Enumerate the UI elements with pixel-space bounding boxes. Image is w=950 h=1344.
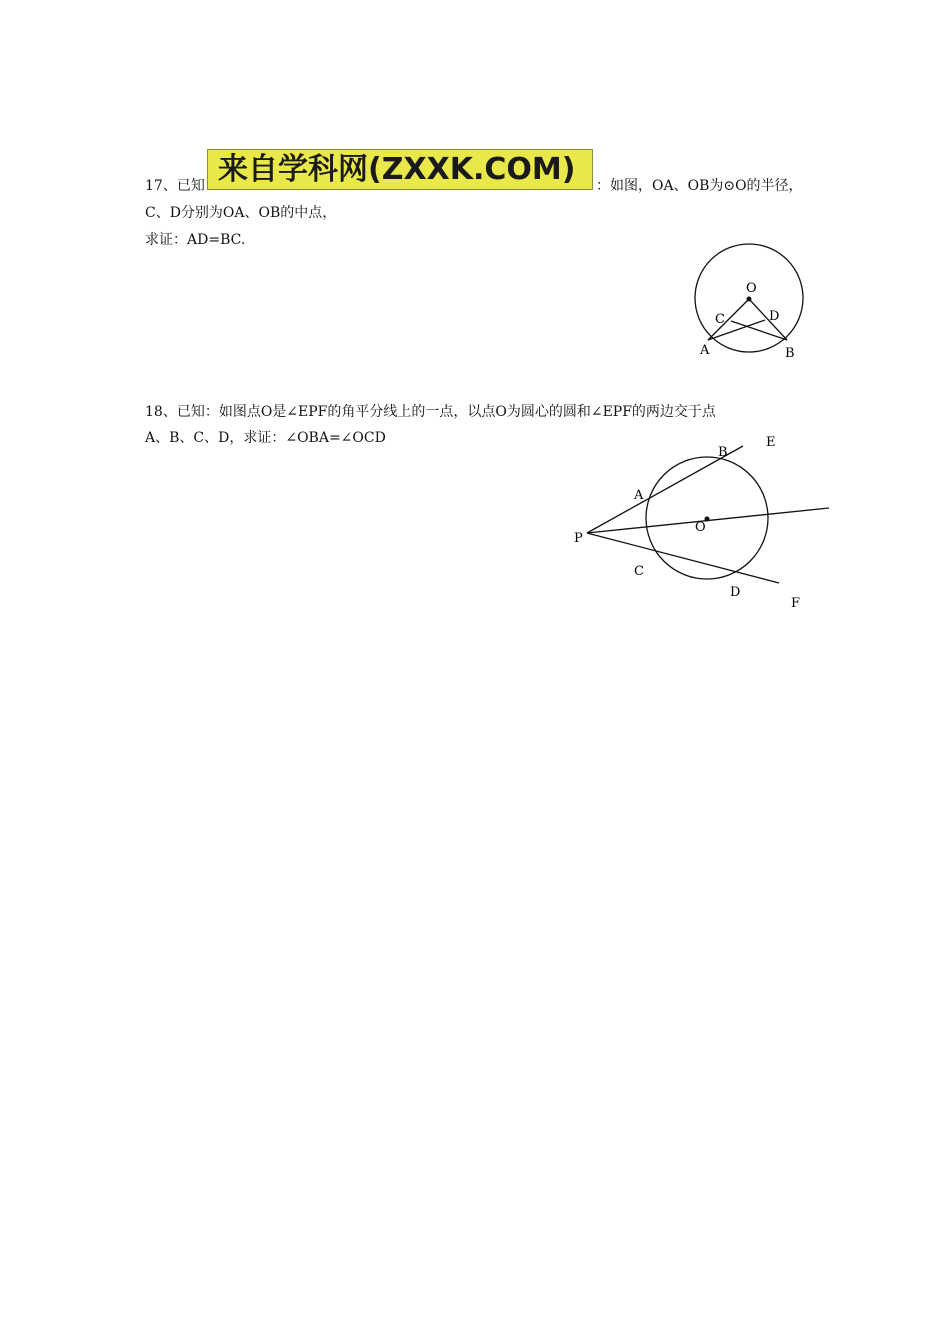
figure-18 xyxy=(560,425,840,620)
fig18-label-p: P xyxy=(574,531,583,546)
fig17-label-b: B xyxy=(785,346,795,361)
fig17-label-d: D xyxy=(769,309,780,324)
problem-17-number: 17、已知 xyxy=(145,178,205,194)
fig17-label-o: O xyxy=(746,281,757,296)
watermark-banner: 来自学科网(ZXXK.COM) xyxy=(207,149,593,190)
fig17-center-point xyxy=(747,297,752,302)
fig17-label-c: C xyxy=(715,312,725,327)
problem-18-line1: 18、已知：如图点O是∠EPF的角平分线上的一点，以点O为圆心的圆和∠EPF的两边交于点 xyxy=(145,404,716,420)
fig18-label-o: O xyxy=(695,520,706,535)
fig18-label-c: C xyxy=(634,564,644,579)
figure-17 xyxy=(680,240,820,370)
problem-18-line2: A、B、C、D，求证：∠OBA=∠OCD xyxy=(145,430,386,446)
fig18-label-e: E xyxy=(766,435,776,450)
fig17-label-a: A xyxy=(700,343,710,358)
problem-17-line1-rest: ：如图，OA、OB为⊙O的半径， xyxy=(596,178,803,194)
problem-17-line2: C、D分别为OA、OB的中点， xyxy=(145,205,337,221)
fig18-label-a: A xyxy=(634,488,644,503)
fig18-ray-pf xyxy=(587,533,779,583)
fig18-label-b: B xyxy=(718,445,728,460)
fig18-label-f: F xyxy=(791,596,801,611)
problem-17-line3: 求证：AD=BC. xyxy=(145,232,246,248)
fig18-label-d: D xyxy=(730,585,741,600)
